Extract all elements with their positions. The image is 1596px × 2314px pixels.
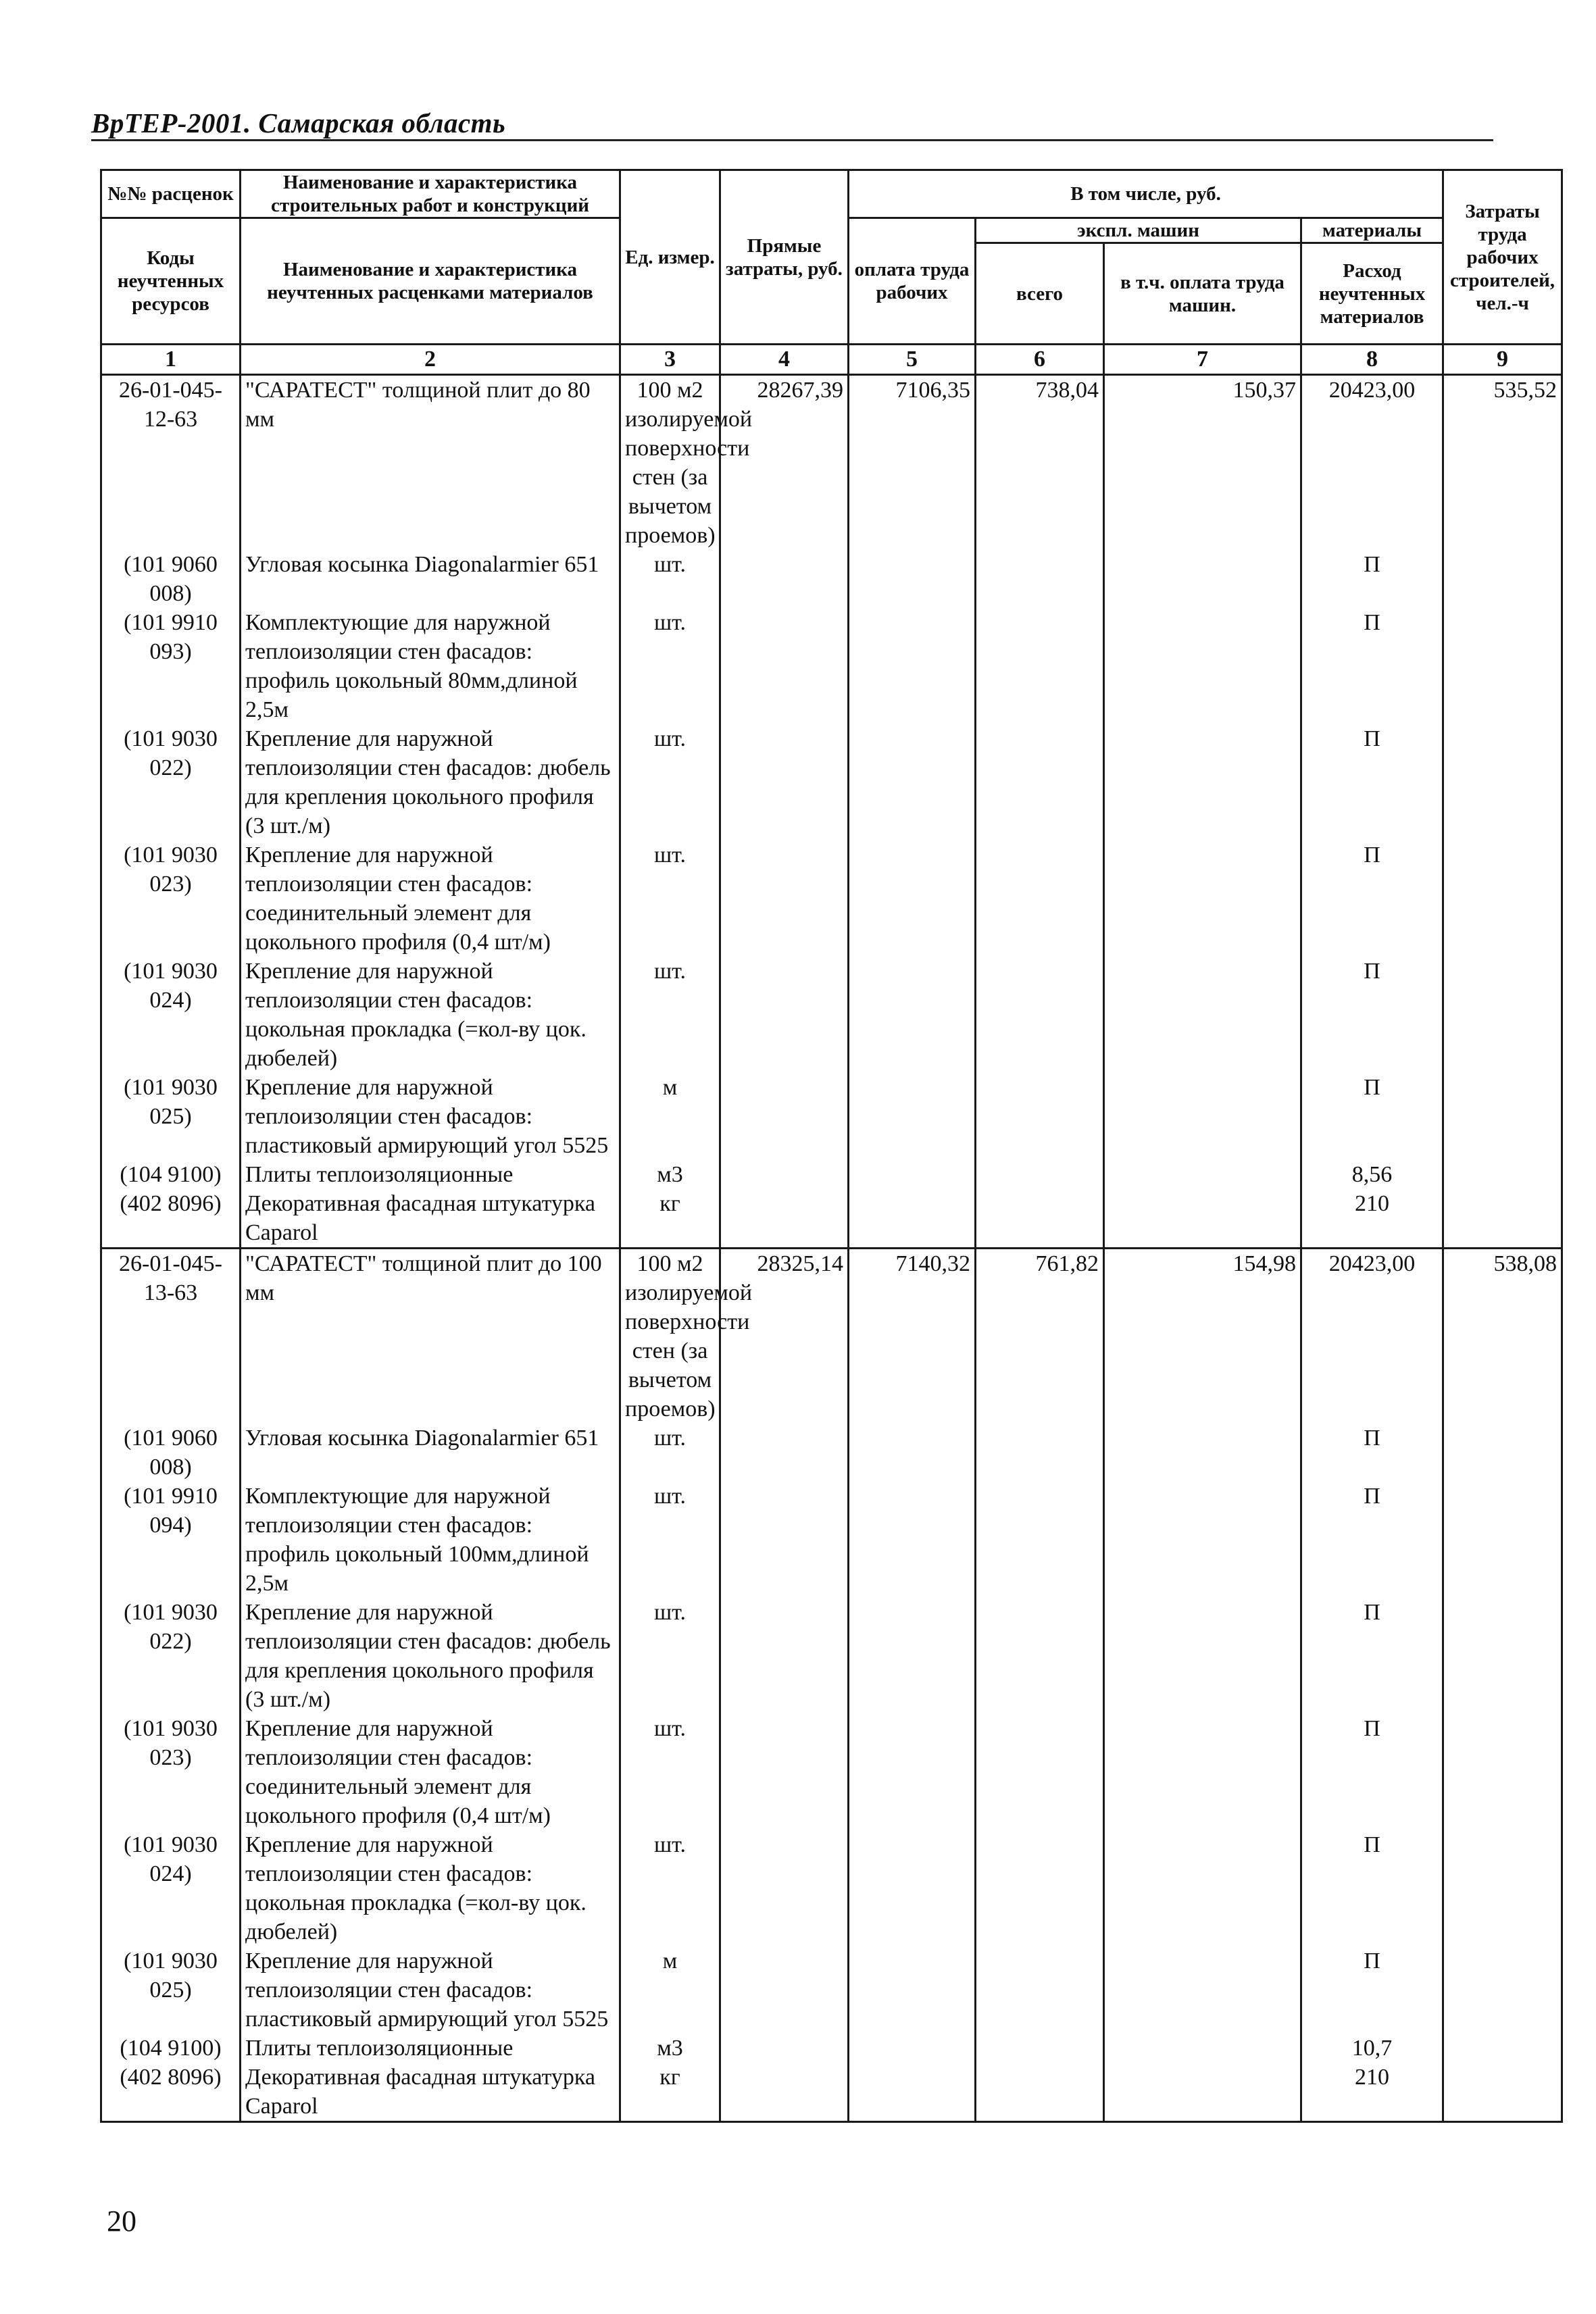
row-machines-total	[976, 1160, 1104, 1189]
row-labor-pay	[849, 1073, 976, 1160]
row-machines-labor	[1104, 2063, 1301, 2122]
table-row	[101, 1073, 1562, 1160]
table-body	[101, 375, 1562, 2122]
row-code: (101 9030 023)	[101, 840, 241, 957]
row-name: Крепление для наружной теплоизоляции стен фасадов: соединительный элемент для цокольного профиля (0,4 шт/м)	[241, 1714, 620, 1830]
row-name: Декоративная фасадная штукатурка Caparol	[241, 2063, 620, 2122]
row-labor-pay: 7106,35	[849, 375, 976, 551]
row-direct-costs	[720, 1714, 849, 1830]
table-row	[101, 1424, 1562, 1482]
row-machines-total	[976, 1598, 1104, 1714]
row-materials: П	[1301, 1714, 1443, 1830]
table-row	[101, 957, 1562, 1073]
column-number-row	[101, 345, 1562, 375]
row-machines-total	[976, 1946, 1104, 2034]
row-materials: П	[1301, 957, 1443, 1073]
row-labor-hours	[1443, 724, 1562, 840]
row-unit: шт.	[620, 840, 720, 957]
header-cell-labor-pay: оплата труда рабочих	[849, 218, 976, 345]
row-name: Крепление для наружной теплоизоляции стен фасадов: соединительный элемент для цокольного профиля (0,4 шт/м)	[241, 840, 620, 957]
row-name: Комплектующие для наружной теплоизоляции стен фасадов: профиль цокольный 100мм,длиной 2,5м	[241, 1482, 620, 1598]
row-unit: кг	[620, 1189, 720, 1249]
row-materials: 20423,00	[1301, 1249, 1443, 1424]
row-machines-labor: 154,98	[1104, 1249, 1301, 1424]
row-code: (104 9100)	[101, 1160, 241, 1189]
table-row	[101, 2063, 1562, 2122]
header-cell-unit: Ед. измер.	[620, 170, 720, 345]
row-labor-pay	[849, 608, 976, 724]
row-unit: шт.	[620, 724, 720, 840]
row-machines-labor	[1104, 1482, 1301, 1598]
row-machines-labor	[1104, 1424, 1301, 1482]
row-labor-pay: 7140,32	[849, 1249, 976, 1424]
row-labor-hours	[1443, 1073, 1562, 1160]
row-labor-pay	[849, 2034, 976, 2063]
row-machines-labor	[1104, 724, 1301, 840]
row-machines-total	[976, 608, 1104, 724]
row-direct-costs	[720, 840, 849, 957]
row-code: (101 9060 008)	[101, 550, 241, 608]
row-machines-labor	[1104, 1189, 1301, 1249]
header-cell-labor-cost: Затраты труда рабочих строителей, чел.-ч	[1443, 170, 1562, 345]
row-labor-hours	[1443, 1946, 1562, 2034]
header-cell-rate-number: №№ расценок	[101, 170, 241, 218]
row-machines-labor	[1104, 1946, 1301, 2034]
row-machines-total	[976, 724, 1104, 840]
row-unit: м	[620, 1946, 720, 2034]
table-row	[101, 1598, 1562, 1714]
row-machines-total: 738,04	[976, 375, 1104, 551]
row-code: 26-01-045-13-63	[101, 1249, 241, 1424]
row-code: (101 9910 094)	[101, 1482, 241, 1598]
row-machines-labor	[1104, 550, 1301, 608]
row-code: (101 9030 024)	[101, 1830, 241, 1946]
row-name: Крепление для наружной теплоизоляции стен фасадов: пластиковый армирующий угол 5525	[241, 1946, 620, 2034]
row-materials: 210	[1301, 2063, 1443, 2122]
row-labor-pay	[849, 957, 976, 1073]
row-name: Декоративная фасадная штукатурка Caparol	[241, 1189, 620, 1249]
header-cell-materials: материалы	[1301, 218, 1443, 243]
row-labor-hours	[1443, 1189, 1562, 1249]
price-norms-table	[100, 169, 1563, 2123]
row-name: Плиты теплоизоляционные	[241, 2034, 620, 2063]
row-name: Угловая косынка Diagonalarmier 651	[241, 550, 620, 608]
row-materials: 8,56	[1301, 1160, 1443, 1189]
row-labor-pay	[849, 550, 976, 608]
header-cell-machines: экспл. машин	[976, 218, 1301, 243]
row-direct-costs	[720, 1189, 849, 1249]
row-machines-total	[976, 957, 1104, 1073]
row-name: Угловая косынка Diagonalarmier 651	[241, 1424, 620, 1482]
row-code: (101 9030 023)	[101, 1714, 241, 1830]
row-code: (101 9030 024)	[101, 957, 241, 1073]
header-cell-direct-costs: Прямые затраты, руб.	[720, 170, 849, 345]
row-materials: 210	[1301, 1189, 1443, 1249]
row-machines-total	[976, 2063, 1104, 2122]
row-unit: шт.	[620, 550, 720, 608]
row-machines-labor	[1104, 957, 1301, 1073]
row-labor-pay	[849, 1598, 976, 1714]
row-machines-total	[976, 1830, 1104, 1946]
column-number: 4	[720, 345, 849, 375]
row-code: (101 9910 093)	[101, 608, 241, 724]
row-labor-pay	[849, 1714, 976, 1830]
header-cell-machines-total: всего	[976, 243, 1104, 345]
column-number: 3	[620, 345, 720, 375]
row-code: (101 9030 022)	[101, 1598, 241, 1714]
row-name: Крепление для наружной теплоизоляции стен фасадов: пластиковый армирующий угол 5525	[241, 1073, 620, 1160]
row-direct-costs	[720, 550, 849, 608]
row-machines-labor	[1104, 1160, 1301, 1189]
row-machines-total	[976, 1714, 1104, 1830]
row-materials: П	[1301, 1073, 1443, 1160]
row-labor-hours: 538,08	[1443, 1249, 1562, 1424]
row-materials: П	[1301, 550, 1443, 608]
table-row	[101, 1482, 1562, 1598]
row-labor-hours	[1443, 1482, 1562, 1598]
row-labor-hours	[1443, 1424, 1562, 1482]
row-labor-pay	[849, 1946, 976, 2034]
row-unit: 100 м2 изолируемой поверхности стен (за вычетом проемов)	[620, 1249, 720, 1424]
row-direct-costs	[720, 608, 849, 724]
row-machines-labor	[1104, 608, 1301, 724]
row-code: (104 9100)	[101, 2034, 241, 2063]
row-name: Крепление для наружной теплоизоляции стен фасадов: дюбель для крепления цокольного профиля (3 шт./м)	[241, 1598, 620, 1714]
header-cell-material-name: Наименование и характеристика неучтенных расценками материалов	[241, 218, 620, 345]
row-labor-hours	[1443, 840, 1562, 957]
row-machines-total: 761,82	[976, 1249, 1104, 1424]
row-machines-total	[976, 1189, 1104, 1249]
row-name: Крепление для наружной теплоизоляции стен фасадов: дюбель для крепления цокольного профиля (3 шт./м)	[241, 724, 620, 840]
table-row	[101, 375, 1562, 551]
row-name: Крепление для наружной теплоизоляции стен фасадов: цокольная прокладка (=кол-ву цок. дюбелей)	[241, 957, 620, 1073]
row-name: "САРАТЕСТ" толщиной плит до 80 мм	[241, 375, 620, 551]
row-machines-total	[976, 2034, 1104, 2063]
row-labor-pay	[849, 1189, 976, 1249]
running-head: ВрТЕР-2001. Самарская область	[91, 107, 506, 139]
row-labor-hours	[1443, 1714, 1562, 1830]
row-direct-costs	[720, 1830, 849, 1946]
page-number: 20	[107, 2205, 136, 2238]
column-number: 8	[1301, 345, 1443, 375]
row-materials: П	[1301, 1482, 1443, 1598]
row-labor-hours	[1443, 1598, 1562, 1714]
row-machines-total	[976, 1424, 1104, 1482]
row-unit: шт.	[620, 1482, 720, 1598]
row-machines-total	[976, 1073, 1104, 1160]
row-name: Плиты теплоизоляционные	[241, 1160, 620, 1189]
row-labor-hours	[1443, 2063, 1562, 2122]
row-direct-costs	[720, 724, 849, 840]
row-machines-total	[976, 1482, 1104, 1598]
row-labor-pay	[849, 2063, 976, 2122]
row-name: Крепление для наружной теплоизоляции стен фасадов: цокольная прокладка (=кол-ву цок. дюбелей)	[241, 1830, 620, 1946]
row-unit: шт.	[620, 1424, 720, 1482]
row-code: (101 9030 025)	[101, 1946, 241, 2034]
row-code: (402 8096)	[101, 2063, 241, 2122]
row-machines-total	[976, 550, 1104, 608]
row-materials: П	[1301, 1598, 1443, 1714]
row-direct-costs	[720, 1424, 849, 1482]
column-number: 9	[1443, 345, 1562, 375]
table-row	[101, 1189, 1562, 1249]
row-machines-labor	[1104, 1073, 1301, 1160]
row-labor-hours	[1443, 608, 1562, 724]
row-labor-pay	[849, 1160, 976, 1189]
row-materials: П	[1301, 724, 1443, 840]
row-name: Комплектующие для наружной теплоизоляции стен фасадов: профиль цокольный 80мм,длиной 2,5м	[241, 608, 620, 724]
row-direct-costs: 28325,14	[720, 1249, 849, 1424]
row-direct-costs: 28267,39	[720, 375, 849, 551]
row-labor-hours	[1443, 550, 1562, 608]
row-unit: шт.	[620, 608, 720, 724]
table-row	[101, 2034, 1562, 2063]
column-number: 1	[101, 345, 241, 375]
header-cell-machines-labor: в т.ч. оплата труда машин.	[1104, 243, 1301, 345]
row-unit: м3	[620, 1160, 720, 1189]
row-machines-labor	[1104, 1714, 1301, 1830]
row-direct-costs	[720, 1946, 849, 2034]
row-machines-labor	[1104, 2034, 1301, 2063]
column-number: 5	[849, 345, 976, 375]
row-labor-pay	[849, 1830, 976, 1946]
header-cell-materials-use: Расход неучтенных материалов	[1301, 243, 1443, 345]
table-header	[101, 170, 1562, 375]
row-materials: П	[1301, 1946, 1443, 2034]
row-labor-hours	[1443, 957, 1562, 1073]
row-code: 26-01-045-12-63	[101, 375, 241, 551]
row-unit: шт.	[620, 957, 720, 1073]
row-direct-costs	[720, 2063, 849, 2122]
table-row	[101, 550, 1562, 608]
row-code: (402 8096)	[101, 1189, 241, 1249]
row-code: (101 9060 008)	[101, 1424, 241, 1482]
row-machines-labor	[1104, 1830, 1301, 1946]
row-direct-costs	[720, 1160, 849, 1189]
row-machines-labor	[1104, 1598, 1301, 1714]
row-labor-hours	[1443, 1830, 1562, 1946]
column-number: 6	[976, 345, 1104, 375]
row-direct-costs	[720, 957, 849, 1073]
row-labor-pay	[849, 840, 976, 957]
table-row	[101, 1946, 1562, 2034]
table-row	[101, 1249, 1562, 1424]
header-cell-resource-codes: Коды неучтенных ресурсов	[101, 218, 241, 345]
row-unit: шт.	[620, 1714, 720, 1830]
row-labor-hours: 535,52	[1443, 375, 1562, 551]
row-code: (101 9030 022)	[101, 724, 241, 840]
row-unit: шт.	[620, 1598, 720, 1714]
row-materials: П	[1301, 840, 1443, 957]
row-materials: П	[1301, 1830, 1443, 1946]
row-direct-costs	[720, 1482, 849, 1598]
row-name: "САРАТЕСТ" толщиной плит до 100 мм	[241, 1249, 620, 1424]
row-unit: м3	[620, 2034, 720, 2063]
table-row	[101, 1830, 1562, 1946]
row-labor-hours	[1443, 1160, 1562, 1189]
row-machines-labor	[1104, 840, 1301, 957]
row-machines-total	[976, 840, 1104, 957]
row-direct-costs	[720, 1073, 849, 1160]
row-materials: 20423,00	[1301, 375, 1443, 551]
row-labor-hours	[1443, 2034, 1562, 2063]
row-labor-pay	[849, 1482, 976, 1598]
table-row	[101, 724, 1562, 840]
row-machines-labor: 150,37	[1104, 375, 1301, 551]
row-code: (101 9030 025)	[101, 1073, 241, 1160]
row-materials: 10,7	[1301, 2034, 1443, 2063]
column-number: 2	[241, 345, 620, 375]
table-row	[101, 1160, 1562, 1189]
row-labor-pay	[849, 724, 976, 840]
row-direct-costs	[720, 2034, 849, 2063]
row-unit: кг	[620, 2063, 720, 2122]
table-row	[101, 608, 1562, 724]
row-materials: П	[1301, 1424, 1443, 1482]
header-cell-including: В том числе, руб.	[849, 170, 1443, 218]
column-number: 7	[1104, 345, 1301, 375]
row-unit: м	[620, 1073, 720, 1160]
header-cell-work-name: Наименование и характеристика строительных работ и конструкций	[241, 170, 620, 218]
row-labor-pay	[849, 1424, 976, 1482]
row-materials: П	[1301, 608, 1443, 724]
header-rule	[91, 139, 1493, 141]
row-unit: шт.	[620, 1830, 720, 1946]
table-row	[101, 1714, 1562, 1830]
row-unit: 100 м2 изолируемой поверхности стен (за вычетом проемов)	[620, 375, 720, 551]
table-row	[101, 840, 1562, 957]
row-direct-costs	[720, 1598, 849, 1714]
